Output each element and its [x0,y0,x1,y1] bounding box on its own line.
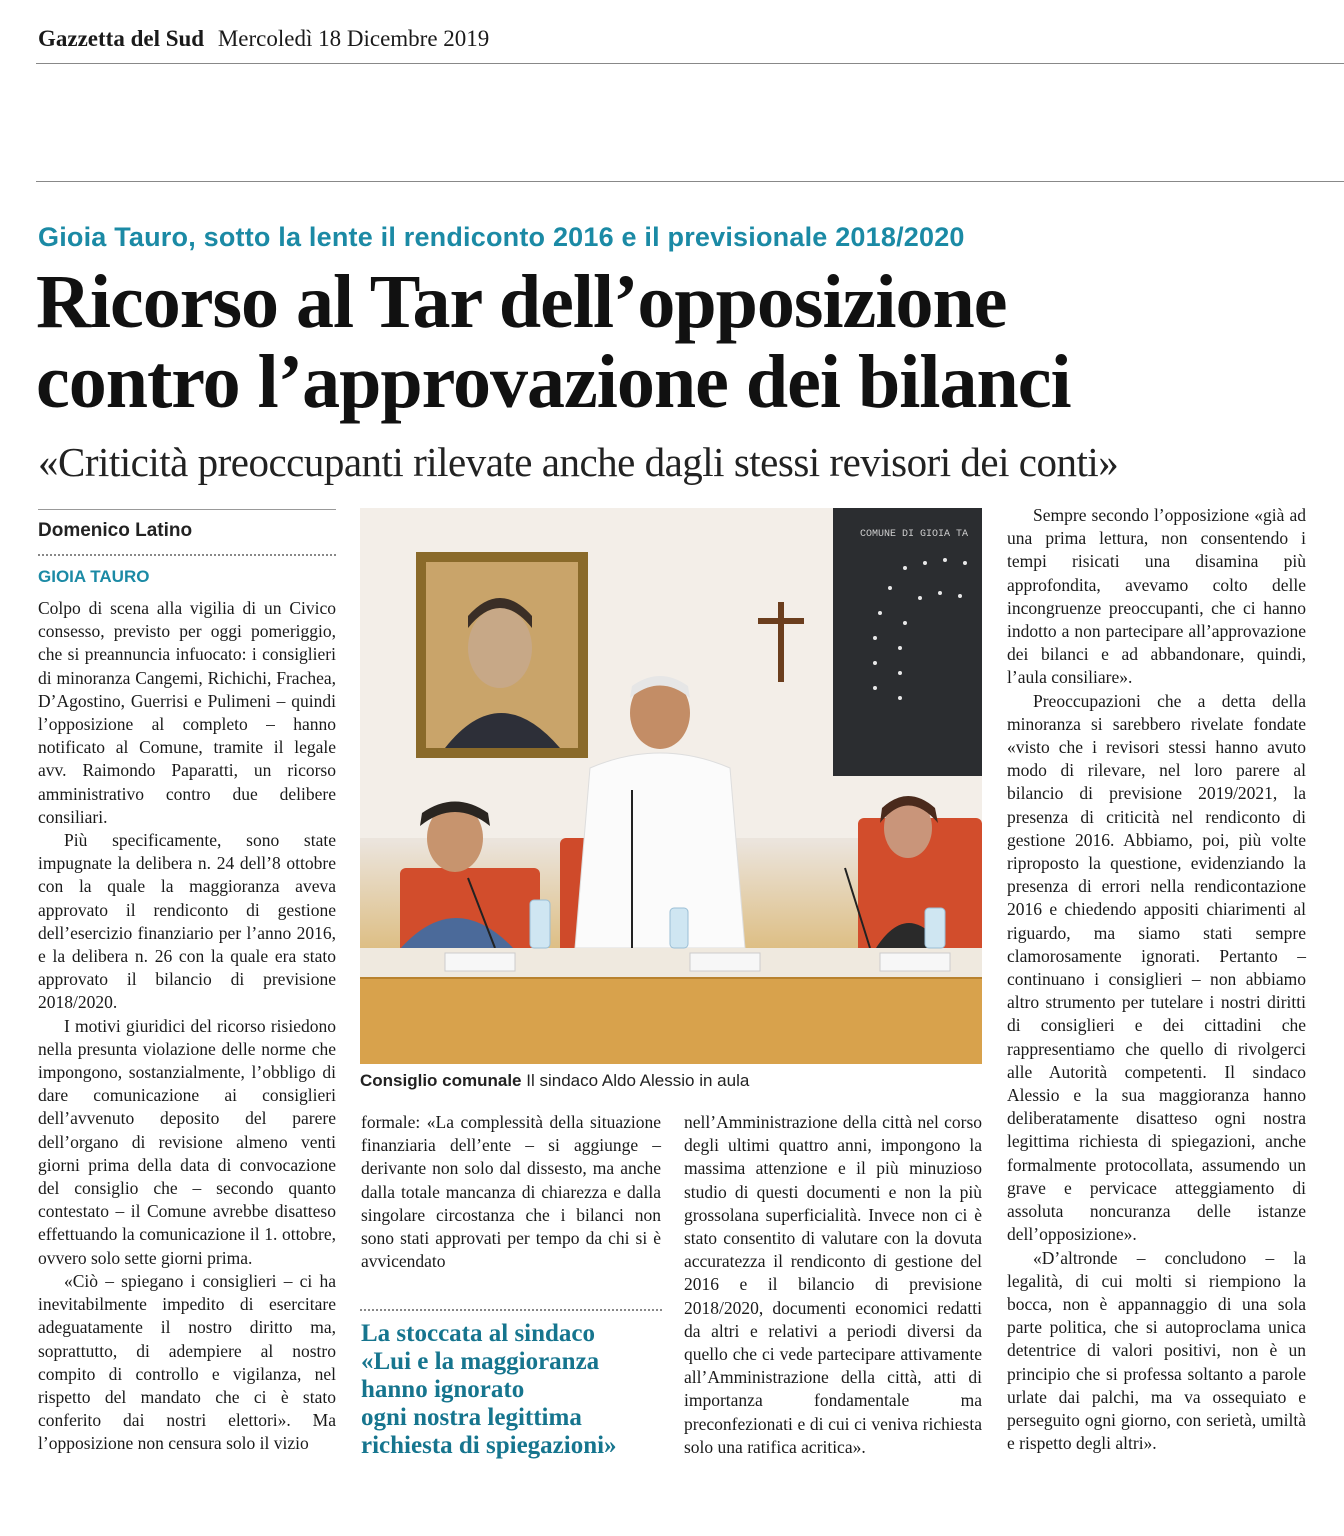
byline-rule-bottom [38,554,336,556]
paragraph: I motivi giuridici del ricorso risiedono nella presunta violazione delle norme che impongono, sostanzialmente, l’obbligo di dare comunicazione ai consiglieri dell’avvenuto deposito del parere dell’organo di revisione almeno venti giorni prima della data di convocazione del consiglio che – secondo quanto contestato – il Comune avrebbe disatteso effettuando la comunicazione il 1. ottobre, ovvero solo sette giorni prima. [38,1015,336,1268]
paragraph: formale: «La complessità della situazione finanziaria dell’ente – si aggiunge – derivante non solo dal dissesto, ma anche dalla totale mancanza di chiarezza e dalla singolare circostanza che i bilanci non sono stati approvati per tempo da chi si è avvicendato [361,1112,661,1272]
pullquote-title: La stoccata al sindaco [361,1320,596,1347]
pullquote-line: hanno ignorato [361,1376,525,1403]
kicker: Gioia Tauro, sotto la lente il rendiconto 2016 e il previsionale 2018/2020 [38,222,965,252]
pullquote-line: richiesta di spiegazioni» [361,1432,617,1459]
section-rule [36,181,1344,182]
subhead: «Criticità preoccupanti rilevate anche dagli stessi revisori dei conti» [38,439,1119,485]
paragraph: nell’Amministrazione della città nel corso degli ultimi quattro anni, impongono la massima attenzione e il più minuzioso studio di questi documenti e non la più grossolana superficialità. Invece non ci è stato consentito di valutare con la dovuta accuratezza il rendiconto di gestione del 2016 e il bilancio di previsione 2018/2020, documenti economici redatti da altri e relativi a periodi diversi da quello che ci vede partecipare attivamente all’Amministrazione della città, atti di importanza fondamentale ma preconfezionati e di cui ci veniva richiesta solo una ratifica acritica». [684,1112,982,1457]
dateline: GIOIA TAURO [38,567,150,586]
issue-date: Mercoledì 18 Dicembre 2019 [217,26,490,51]
paragraph: Colpo di scena alla vigilia di un Civico consesso, previsto per oggi pomeriggio, che si preannuncia infuocato: i consiglieri di minoranza Cangemi, Richichi, Frachea, D’Agostino, Guerrisi e Pulimeni – quindi l’opposizione al completo – hanno notificato al Comune, tramite il legale avv. Raimondo Paparatti, un ricorso amministrativo contro due delibere consiliari. [38,598,336,827]
caption-title: Consiglio comunale [360,1071,522,1090]
paragraph: «Ciò – spiegano i consiglieri – ci ha inevitabilmente impedito di esercitare adeguatamente il nostro diritto ma, soprattutto, di adempiere al nostro compito di controllo e vigilanza, nel rispetto del mandato che ci è stato conferito dai nostri elettori». Ma l’opposizione non censura solo il vizio [38,1270,336,1454]
pullquote-rule [360,1309,662,1311]
headline [36,262,1316,422]
pullquote-line: «Lui e la maggioranza [361,1348,600,1375]
paragraph: Sempre secondo l’opposizione «già ad una prima lettura, non consentendo i tempi risicati una disamina più approfondita, avevamo colto delle incongruenze preoccupanti, che ci hanno indotto a non partecipare all’approvazione dei bilanci e ad abbandonare, quindi, l’aula consiliare». [1007,505,1306,688]
column-3 [684,1111,982,1459]
column-1 [38,597,336,1456]
council-photo [360,508,982,1064]
paragraph: «D’altronde – concludono – la legalità, di cui molti si riempiono la bocca, non è appannaggio di una sola parte politica, che si autoproclama unica detentrice di valori positivi, non è un principio che si professa soltanto a parole urlate dai palchi, ma va ossequiato e perseguito ogni giorno, con serietà, umiltà e rispetto degli altri». [1007,1247,1306,1454]
headline-line-2: contro l’approvazione dei bilanci [36,340,1071,424]
byline: Domenico Latino [38,520,193,541]
caption-text: Il sindaco Aldo Alessio in aula [526,1071,750,1090]
pullquote [361,1320,661,1460]
byline-rule-top [38,509,336,510]
newspaper-name: Gazzetta del Sud [38,26,205,51]
photo-caption [360,1071,749,1091]
masthead [38,26,489,52]
paragraph: Più specificamente, sono state impugnate la delibera n. 24 dell’8 ottobre con la quale la maggioranza aveva approvato il rendiconto di gestione dell’esercizio finanziario per l’anno 2016, e la delibera n. 26 con la quale era stato approvato il bilancio di previsione 2018/2020. [38,830,336,1013]
column-2 [361,1111,661,1273]
paragraph: Preoccupazioni che a detta della minoranza si sarebbero rivelate fondate «visto che i revisori stessi hanno avuto modo di rilevare, nel loro parere al bilancio di previsione 2019/2021, la presenza di criticità nel rendiconto di gestione 2016. Abbiamo, poi, più volte riproposto la questione, evidenziando la presenza di errori nella rendicontazione 2016 e chiedendo appositi chiarimenti al riguardo, ma siamo stati sempre clamorosamente ignorati. Pertanto – continuano i consiglieri – non abbiamo altro strumento per tutelare i nostri diritti di consiglieri e dei cittadini che rappresentiamo che quello di rivolgerci alle Autorità competenti. Il sindaco Alessio e la sua maggioranza hanno deliberatamente disatteso ogni nostra legittima richiesta di spiegazioni, anche formalmente protocollata, assumendo un grave e pervicace atteggiamento di assoluta noncuranza delle istanze dell’opposizione». [1007,690,1306,1245]
pullquote-line: ogni nostra legittima [361,1404,582,1431]
photo-illustration [360,508,982,1064]
headline-line-1: Ricorso al Tar dell’opposizione [36,260,1007,344]
wall-sign-text: COMUNE DI GIOIA TA [860,529,969,540]
column-4 [1007,504,1306,1455]
masthead-rule [36,63,1344,64]
